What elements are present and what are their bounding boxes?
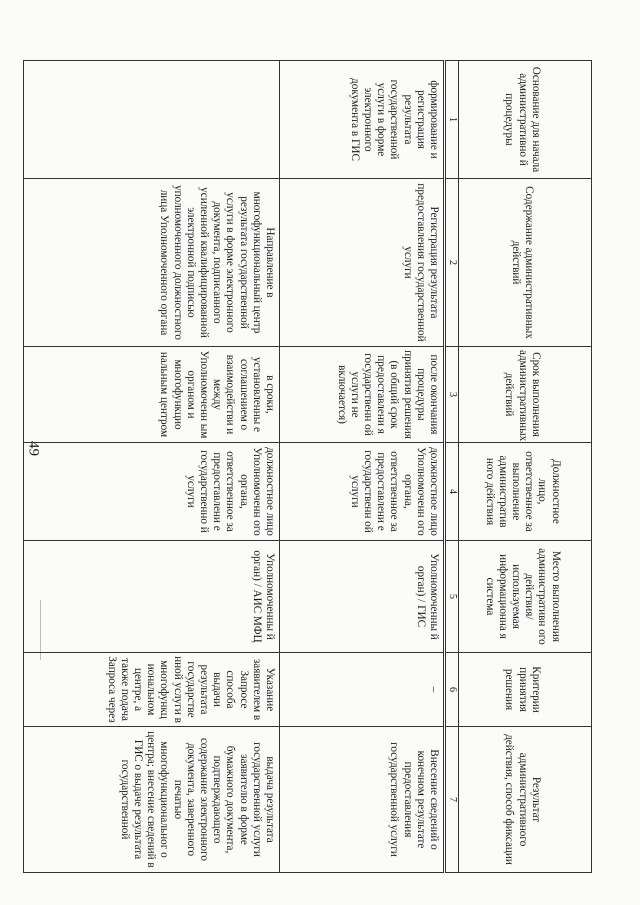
column-number: 3 <box>445 347 459 443</box>
table-header-row <box>459 61 592 873</box>
official-cell: должностное лицо Уполномоченн ого органа, ответственное за предоставлени е государственн ой услуги <box>280 443 445 541</box>
content-cell: Направление в многофункциональный центр результата государственной услуги в форме электронного документа, подписанного усиленной квалифицированной электронной подписью уполномоченного должностного лица Уполномоченного органа <box>24 179 280 347</box>
criteria-cell: Указание заявителем в Запросе способа выдачи результата государстве нной услуги в многофункц иональном центре, а также подача Запроса через <box>24 653 280 727</box>
place-cell: Уполномоченны й орган) / ГИС <box>280 541 445 653</box>
column-number: 2 <box>445 179 459 347</box>
column-number: 4 <box>445 443 459 541</box>
column-number: 5 <box>445 541 459 653</box>
column-number: 7 <box>445 727 459 873</box>
page-number: 49 <box>25 441 42 456</box>
header-cell: Содержание административных действий <box>459 179 592 347</box>
place-cell: Уполномоченны й орган) / АИС МФЦ <box>24 541 280 653</box>
basis-cell: формирование и регистрация результата государственной услуги в форме электронного документа в ГИС <box>280 61 445 179</box>
basis-cell <box>24 61 280 179</box>
column-number: 6 <box>445 653 459 727</box>
table-row <box>24 61 280 873</box>
header-cell: Критерии принятия решения <box>459 653 592 727</box>
result-cell: Внесение сведений о конечном результате предоставления государственной услуги <box>280 727 445 873</box>
content-cell: Регистрация результата предоставления государственной услуги <box>280 179 445 347</box>
official-cell: должностное лицо Уполномоченн ого органа, ответственное за предоставлени е государственно й услуги <box>24 443 280 541</box>
header-cell: Срок выполнения административных действий <box>459 347 592 443</box>
header-cell: Результат административного действия, способ фиксации <box>459 727 592 873</box>
criteria-cell: – <box>280 653 445 727</box>
header-cell: Основание для начала административно й процедуры <box>459 61 592 179</box>
header-cell: Должностное лицо, ответственное за выполнение административ ного действия <box>459 443 592 541</box>
procedure-table <box>23 60 592 873</box>
term-cell: после окончания процедуры принятия решения (в общий срок предоставлени я государственн ой услуги не включается) <box>280 347 445 443</box>
result-cell: выдача результата государственной услуги заявителю в форме бумажного документа, подтверждающего содержание электронного документа, заверенного печатью многофункциональног о центра; внесение сведений в ГИС о выдаче результата государственной <box>24 727 280 873</box>
term-cell: в сроки, установленны е соглашением о взаимодействи и между Уполномоченн ым органом и многофункцио нальным центром <box>24 347 280 443</box>
header-cell: Место выполнения административн ого действия/ используемая информационна я система <box>459 541 592 653</box>
rotated-table-container <box>42 60 592 872</box>
table-row <box>280 61 445 873</box>
column-number: 1 <box>445 61 459 179</box>
column-number-row <box>445 61 459 873</box>
